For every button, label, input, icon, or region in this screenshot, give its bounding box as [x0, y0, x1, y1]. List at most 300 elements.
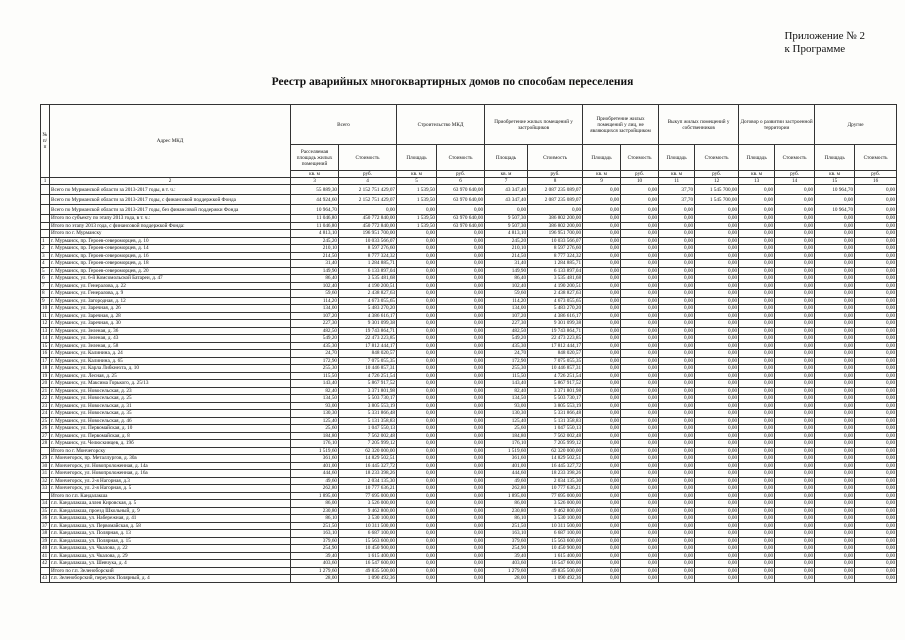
row-number: 17: [41, 357, 50, 365]
row-value: 0,00: [775, 515, 815, 523]
row-value: 39,40: [485, 552, 528, 560]
row-value: 63 970 640,00: [437, 195, 485, 205]
row-value: 77 695 000,00: [528, 492, 583, 500]
row-address: г. Мончегорск, ул. Новопроложенная, д. 14а: [50, 462, 291, 470]
row-value: 4 813,10: [485, 230, 528, 238]
row-value: 0,00: [739, 485, 775, 493]
row-value: 0,00: [621, 357, 659, 365]
row-value: 11 046,80: [291, 215, 339, 223]
row-value: 0,00: [659, 387, 695, 395]
row-value: 86,10: [485, 515, 528, 523]
row-value: 16 547 600,00: [528, 560, 583, 568]
row-value: 0,00: [583, 447, 621, 455]
row-value: 0,00: [695, 275, 739, 283]
row-value: 0,00: [855, 205, 897, 215]
row-number: 38: [41, 530, 50, 538]
row-value: 125,40: [485, 417, 528, 425]
row-value: 549,20: [485, 335, 528, 343]
row-address: г.п. Кандалакша, ул. Чкалова, д. 29: [50, 552, 291, 560]
row-address: г. Мурманск, пр. Героев-североморцев, д. 10: [50, 237, 291, 245]
row-value: 4 190 200,51: [528, 282, 583, 290]
row-value: 0,00: [659, 282, 695, 290]
appendix-label: [784, 30, 865, 56]
row-value: 0,00: [528, 205, 583, 215]
row-value: 0,00: [583, 545, 621, 553]
row-value: 379,60: [485, 537, 528, 545]
row-value: 0,00: [815, 575, 855, 583]
row-value: 0,00: [583, 305, 621, 313]
row-value: 0,00: [583, 410, 621, 418]
row-value: 0,00: [815, 425, 855, 433]
row-value: 0,00: [437, 462, 485, 470]
row-address: г. Мурманск, ул. Заречная, д. 28: [50, 312, 291, 320]
row-number: 16: [41, 350, 50, 358]
row-value: 6 687 100,00: [528, 530, 583, 538]
row-value: 0,00: [621, 267, 659, 275]
row-number: 40: [41, 545, 50, 553]
row-value: 0,00: [583, 205, 621, 215]
row-value: 0,00: [397, 575, 437, 583]
row-value: 0,00: [695, 507, 739, 515]
row-value: 0,00: [437, 312, 485, 320]
row-value: 0,00: [695, 560, 739, 568]
row-value: 0,00: [695, 245, 739, 253]
row-value: 0,00: [437, 470, 485, 478]
row-value: 0,00: [695, 342, 739, 350]
row-value: 0,00: [695, 462, 739, 470]
row-value: 0,00: [739, 327, 775, 335]
row-value: 0,00: [437, 365, 485, 373]
row-value: 0,00: [739, 440, 775, 448]
row-value: 0,00: [815, 222, 855, 230]
row-value: 134,00: [485, 305, 528, 313]
row-value: 0,00: [397, 537, 437, 545]
row-value: 227,30: [291, 320, 339, 328]
row-value: 0,00: [659, 522, 695, 530]
row-value: 0,00: [583, 350, 621, 358]
row-value: 0,00: [397, 522, 437, 530]
row-value: 19 743 864,71: [528, 327, 583, 335]
row-value: 0,00: [815, 470, 855, 478]
row-value: 44 924,60: [291, 195, 339, 205]
table-row: [41, 575, 897, 583]
row-value: 0,00: [815, 195, 855, 205]
row-value: 0,00: [775, 320, 815, 328]
row-value: 3 526 000,00: [339, 500, 397, 508]
row-value: 444,60: [485, 470, 528, 478]
row-value: 0,00: [659, 215, 695, 223]
row-value: 0,00: [659, 260, 695, 268]
row-value: 0,00: [437, 327, 485, 335]
unit-rub: руб.: [855, 171, 897, 178]
row-value: 0,00: [695, 350, 739, 358]
table-row: [41, 432, 897, 440]
row-value: 0,00: [659, 230, 695, 238]
row-address: г.п. Кандалакша, ул. Набережная, д. 41: [50, 515, 291, 523]
row-value: 18 233 398,26: [528, 470, 583, 478]
row-value: 0,00: [621, 260, 659, 268]
row-value: 0,00: [397, 507, 437, 515]
row-value: 0,00: [695, 380, 739, 388]
row-value: 0,00: [437, 230, 485, 238]
row-value: 0,00: [397, 395, 437, 403]
row-value: 0,00: [659, 432, 695, 440]
header-contract: Договор о развитии застроенной территории: [739, 105, 815, 145]
row-value: 9 462 800,00: [528, 507, 583, 515]
row-value: 0,00: [437, 357, 485, 365]
row-value: 245,20: [485, 237, 528, 245]
row-value: 0,00: [437, 205, 485, 215]
table-row: [41, 305, 897, 313]
row-value: 0,00: [739, 522, 775, 530]
row-value: 0,00: [659, 560, 695, 568]
row-value: 0,00: [659, 402, 695, 410]
table-row: [41, 395, 897, 403]
row-value: 0,00: [739, 222, 775, 230]
registry-table: [40, 104, 897, 583]
row-value: 19 743 864,71: [339, 327, 397, 335]
row-value: 0,00: [739, 380, 775, 388]
row-value: 0,00: [437, 507, 485, 515]
row-value: 0,00: [775, 425, 815, 433]
row-value: 0,00: [815, 275, 855, 283]
row-value: 0,00: [855, 327, 897, 335]
row-value: 86,00: [291, 500, 339, 508]
row-value: 0,00: [621, 447, 659, 455]
row-value: 0,00: [695, 425, 739, 433]
row-value: 0,00: [855, 365, 897, 373]
row-address: г. Мурманск, ул. Зеленая, д. 36: [50, 327, 291, 335]
table-body: [41, 178, 897, 583]
row-value: 10 777 636,21: [528, 485, 583, 493]
row-value: 6 133 897,04: [339, 267, 397, 275]
row-value: 0,00: [695, 357, 739, 365]
row-number: [41, 567, 50, 575]
row-value: 2 034 135,30: [528, 477, 583, 485]
row-address: г. Мурманск, ул. Новосельская, д. 23: [50, 387, 291, 395]
row-value: 0,00: [437, 410, 485, 418]
row-value: 0,00: [397, 567, 437, 575]
row-value: 0,00: [739, 237, 775, 245]
row-value: 0,00: [621, 395, 659, 403]
row-value: 0,00: [659, 395, 695, 403]
table-row: [41, 290, 897, 298]
row-value: 3 530 100,00: [339, 515, 397, 523]
row-number: 21: [41, 387, 50, 395]
row-value: 130,30: [485, 410, 528, 418]
table-row: [41, 297, 897, 305]
row-value: 0,00: [583, 365, 621, 373]
row-value: 0,00: [775, 365, 815, 373]
row-value: 0,00: [621, 440, 659, 448]
row-address: г.п. Кандалакша, ул. Первомайская, д. 58: [50, 522, 291, 530]
row-value: 0,00: [855, 477, 897, 485]
row-value: 2 087 235 089,07: [528, 195, 583, 205]
row-value: 7 562 002,48: [339, 432, 397, 440]
row-value: 0,00: [855, 297, 897, 305]
row-value: 210,10: [485, 245, 528, 253]
row-value: 0,00: [855, 395, 897, 403]
row-value: 0,00: [815, 305, 855, 313]
document-title: Реестр аварийных многоквартирных домов по способам переселения: [271, 76, 634, 88]
row-value: 0,00: [621, 230, 659, 238]
row-value: 15 563 600,00: [528, 537, 583, 545]
row-value: 0,00: [695, 327, 739, 335]
row-address: г. Мурманск, ул. Генералова, д. 22: [50, 282, 291, 290]
row-value: 450 772 840,00: [339, 215, 397, 223]
row-value: 1 539,50: [397, 222, 437, 230]
row-value: 4 673 055,65: [528, 297, 583, 305]
row-address: г. Мурманск, ул. Заречная, д. 30: [50, 320, 291, 328]
row-value: 0,00: [437, 545, 485, 553]
row-value: 0,00: [437, 387, 485, 395]
header-total: Всего: [291, 105, 397, 145]
row-value: 0,00: [775, 267, 815, 275]
row-value: 0,00: [583, 312, 621, 320]
row-value: 0,00: [621, 402, 659, 410]
row-value: 0,00: [583, 530, 621, 538]
row-value: 130,30: [291, 410, 339, 418]
row-value: 0,00: [775, 560, 815, 568]
row-value: 0,00: [437, 260, 485, 268]
row-value: 0,00: [397, 492, 437, 500]
row-value: 3 371 801,98: [528, 387, 583, 395]
row-value: 0,00: [739, 432, 775, 440]
row-value: 0,00: [775, 312, 815, 320]
row-value: 0,00: [621, 387, 659, 395]
row-address: Всего по Мурманской области за 2013-2017 годы, без финансовой поддержки Фонда: [50, 205, 291, 215]
column-number: 5: [397, 178, 437, 185]
row-value: 0,00: [583, 440, 621, 448]
row-value: 0,00: [437, 440, 485, 448]
row-value: 5 503 730,17: [528, 395, 583, 403]
row-value: 214,50: [485, 252, 528, 260]
unit-m: кв. м: [397, 171, 437, 178]
table-row: [41, 195, 897, 205]
row-address: г. Мурманск, ул. Заречная, д. 26: [50, 305, 291, 313]
row-value: 0,00: [621, 417, 659, 425]
row-value: 107,20: [485, 312, 528, 320]
row-value: 3 530 100,00: [528, 515, 583, 523]
row-value: 0,00: [815, 245, 855, 253]
row-value: 184,80: [291, 432, 339, 440]
row-value: 125,40: [291, 417, 339, 425]
row-value: 0,00: [583, 462, 621, 470]
row-value: 361,60: [291, 455, 339, 463]
column-number: 15: [815, 178, 855, 185]
row-value: 172,90: [485, 357, 528, 365]
row-value: 2 034 135,30: [339, 477, 397, 485]
row-value: 0,00: [583, 425, 621, 433]
row-value: 0,00: [437, 477, 485, 485]
row-value: 59,60: [291, 290, 339, 298]
row-value: 10 964,70: [291, 205, 339, 215]
row-value: 176,10: [485, 440, 528, 448]
row-number: 3: [41, 252, 50, 260]
row-value: 0,00: [437, 267, 485, 275]
row-value: 0,00: [775, 260, 815, 268]
row-value: 0,00: [775, 552, 815, 560]
row-value: 86,40: [291, 275, 339, 283]
row-value: 0,00: [739, 290, 775, 298]
row-value: 0,00: [621, 537, 659, 545]
row-value: 0,00: [621, 455, 659, 463]
row-value: 0,00: [437, 537, 485, 545]
row-address: Всего по Мурманской области за 2013-2017 годы, в т. ч.:: [50, 185, 291, 195]
row-value: 0,00: [855, 320, 897, 328]
row-value: 0,00: [659, 290, 695, 298]
row-value: 0,00: [695, 522, 739, 530]
row-value: 1 279,60: [291, 567, 339, 575]
header-area-total: Расселяемая площадь жилых помещений: [291, 145, 339, 171]
row-value: 0,00: [621, 410, 659, 418]
row-value: 0,00: [583, 320, 621, 328]
row-value: 0,00: [397, 245, 437, 253]
row-value: 0,00: [739, 335, 775, 343]
row-address: г. Мончегорск, ул. Новопроложенная, д. 16а: [50, 470, 291, 478]
row-value: 4 386 616,17: [339, 312, 397, 320]
row-value: 0,00: [437, 335, 485, 343]
row-value: 0,00: [397, 205, 437, 215]
row-address: г. Мурманск, ул. Генералова, д. 9: [50, 290, 291, 298]
row-value: 0,00: [855, 342, 897, 350]
row-value: 0,00: [659, 267, 695, 275]
row-address: г. Мончегорск, ул. 2-я Нагорная, д. 5: [50, 485, 291, 493]
row-value: 0,00: [815, 320, 855, 328]
row-value: 0,00: [815, 380, 855, 388]
row-value: 0,00: [775, 500, 815, 508]
row-value: 386 802 200,00: [528, 222, 583, 230]
row-value: 0,00: [397, 455, 437, 463]
row-value: 0,00: [739, 552, 775, 560]
row-address: Итого по г. Мурманску: [50, 230, 291, 238]
row-value: 10 446 857,31: [528, 365, 583, 373]
row-value: 0,00: [621, 282, 659, 290]
row-value: 403,60: [485, 560, 528, 568]
table-row: [41, 462, 897, 470]
row-value: 55 889,30: [291, 185, 339, 195]
row-value: 0,00: [621, 485, 659, 493]
row-value: 0,00: [739, 515, 775, 523]
row-value: 0,00: [695, 297, 739, 305]
row-value: 0,00: [437, 252, 485, 260]
row-value: 0,00: [815, 290, 855, 298]
row-value: 0,00: [437, 455, 485, 463]
row-value: 63 970 640,00: [437, 222, 485, 230]
row-value: 1 519,60: [485, 447, 528, 455]
row-value: 0,00: [583, 492, 621, 500]
row-value: 0,00: [775, 245, 815, 253]
row-value: 0,00: [855, 500, 897, 508]
row-value: 7 075 055,35: [528, 357, 583, 365]
row-value: 0,00: [659, 237, 695, 245]
row-value: 0,00: [621, 245, 659, 253]
row-value: 0,00: [397, 447, 437, 455]
row-value: 0,00: [397, 282, 437, 290]
row-value: 0,00: [775, 432, 815, 440]
row-value: 0,00: [437, 395, 485, 403]
row-value: 0,00: [695, 305, 739, 313]
row-value: 0,00: [397, 365, 437, 373]
row-value: 49 835 500,00: [528, 567, 583, 575]
row-value: 7 075 055,35: [339, 357, 397, 365]
row-value: 1 519,60: [291, 447, 339, 455]
row-value: 435,30: [485, 342, 528, 350]
row-value: 0,00: [855, 350, 897, 358]
row-value: 0,00: [695, 222, 739, 230]
row-number: 7: [41, 282, 50, 290]
row-number: 23: [41, 402, 50, 410]
row-value: 0,00: [437, 530, 485, 538]
row-number: [41, 492, 50, 500]
row-value: 1 615 400,00: [339, 552, 397, 560]
row-value: 3 535 481,68: [339, 275, 397, 283]
row-address: г. Мурманск, пр. Героев-североморцев, д. 16: [50, 252, 291, 260]
row-value: 251,50: [291, 522, 339, 530]
row-value: 10 311 500,00: [339, 522, 397, 530]
row-value: 0,00: [775, 305, 815, 313]
unit-m: кв. м: [485, 171, 528, 178]
row-value: 0,00: [739, 350, 775, 358]
table-row: [41, 537, 897, 545]
row-number: 14: [41, 335, 50, 343]
row-value: 0,00: [659, 530, 695, 538]
row-value: 0,00: [739, 357, 775, 365]
row-value: 0,00: [855, 230, 897, 238]
row-value: 0,00: [855, 282, 897, 290]
row-value: 0,00: [621, 185, 659, 195]
row-value: 0,00: [621, 492, 659, 500]
row-value: 0,00: [621, 432, 659, 440]
row-value: 0,00: [855, 530, 897, 538]
row-value: 0,00: [695, 432, 739, 440]
row-value: 2 438 827,63: [339, 290, 397, 298]
row-address: г. Мурманск, ул. Первомайская, д. 10: [50, 425, 291, 433]
row-value: 25,60: [291, 425, 339, 433]
row-value: 4 386 616,17: [528, 312, 583, 320]
row-value: 0,00: [397, 462, 437, 470]
row-address: г. Мурманск, ул. Новосельская, д. 35: [50, 410, 291, 418]
table-row: [41, 327, 897, 335]
row-address: г. Мурманск, ул. Калинина, д. 65: [50, 357, 291, 365]
unit-rub: руб.: [339, 171, 397, 178]
row-address: г. Мурманск, ул. Калинина, д. 24: [50, 350, 291, 358]
row-value: 0,00: [855, 252, 897, 260]
row-value: 0,00: [583, 537, 621, 545]
row-value: 255,30: [485, 365, 528, 373]
row-value: 0,00: [855, 432, 897, 440]
row-value: 184,80: [485, 432, 528, 440]
appendix-line-1: Приложение № 2: [784, 30, 865, 42]
row-value: 3 371 801,98: [339, 387, 397, 395]
row-value: 1 047 550,13: [528, 425, 583, 433]
row-value: 0,00: [583, 297, 621, 305]
table-row: [41, 530, 897, 538]
row-number: 34: [41, 500, 50, 508]
row-number: 6: [41, 275, 50, 283]
row-value: 0,00: [855, 575, 897, 583]
row-value: 0,00: [775, 567, 815, 575]
row-number: 41: [41, 552, 50, 560]
row-value: 0,00: [775, 477, 815, 485]
row-value: 7 205 999,12: [528, 440, 583, 448]
row-value: 93,00: [485, 402, 528, 410]
row-value: 0,00: [695, 477, 739, 485]
row-value: 0,00: [695, 470, 739, 478]
table-row: [41, 387, 897, 395]
row-value: 0,00: [739, 230, 775, 238]
row-value: 0,00: [775, 417, 815, 425]
